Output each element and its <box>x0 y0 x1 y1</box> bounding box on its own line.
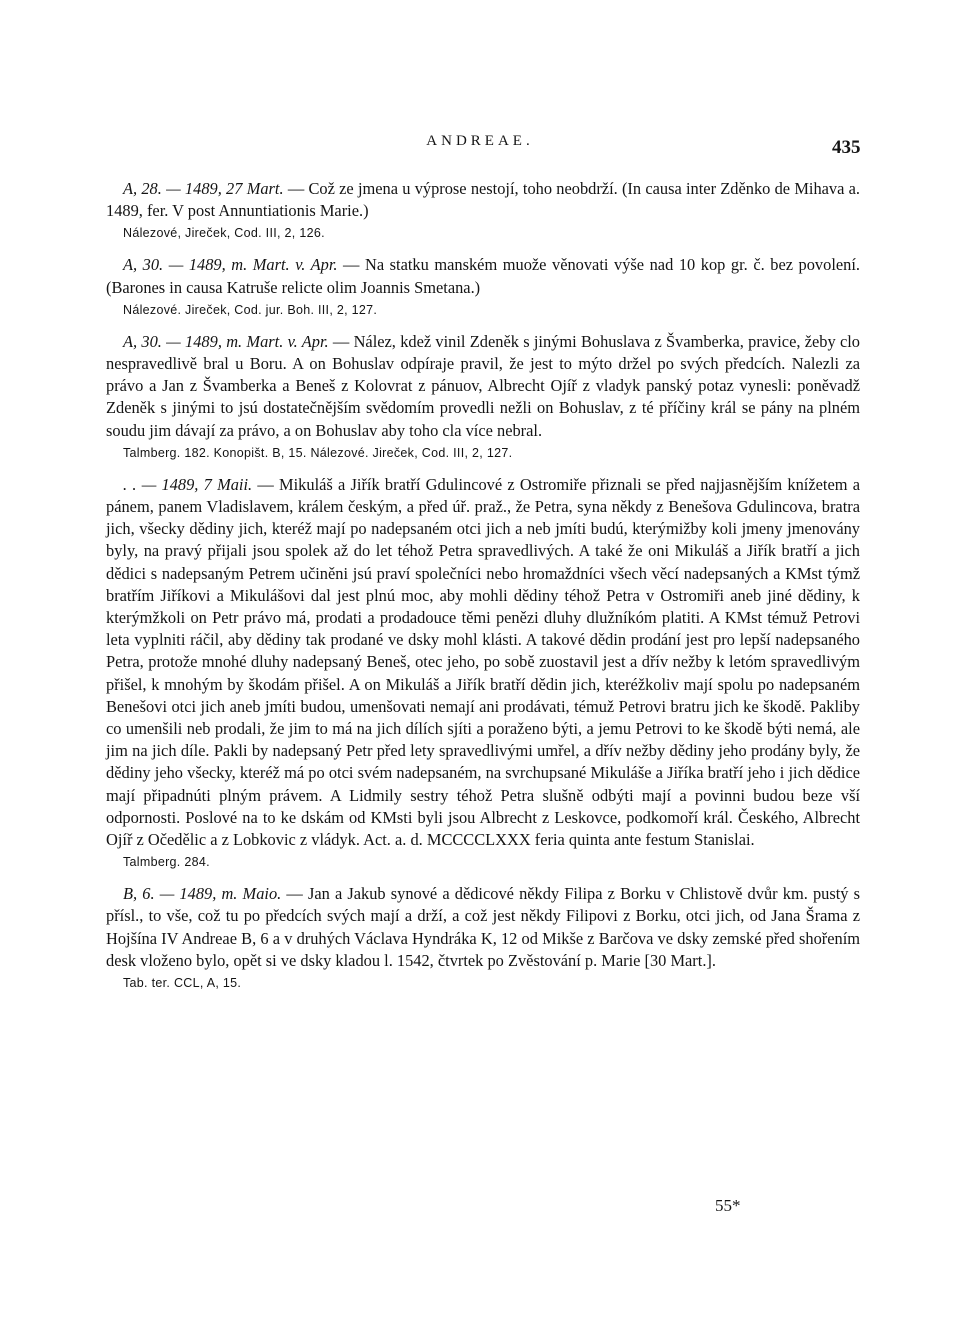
entry <box>106 474 860 869</box>
running-header <box>0 133 960 161</box>
entry-text: — Mikuláš a Jiřík bratří Gdulincové z Ostromiře přiznali se před najjasnějším knížetem a pánem, panem Vladislavem, králem českým, a před úř. praž., že Petra, syna někdy z Benešova Gdulincova, bratra jich, všecky dědiny jich, kteréž mají po nadepsaném otci jich a neb jmíti budú, kterýmižby koli jmeny jmenovány byly, na pravý přijali jsou spolek až do let téhož Petra spravedlivých. A také že oni Mikuláš a Jiřík bratří a jich dědici s nadepsaným Petrem učiněni jsú praví společníci nebo hromaždníci všech věcí nadepsaných a KMst týmž bratřím Jiříkovi a Mikulášovi dal jest plnú moc, aby mohli dědiny téhož Petra v Ostromiři aneb jiné dědiny, k kterýmžkoli on Petr právo má, prodati a prodadouce těmi penězi dluhy dlužníkóm platiti. A KMst témuž Petrovi leta vyplniti ráčil, aby dědiny tak prodané ve dsky mohl klásti. A takové dědin prodání jest pro lepší nadepsaného Petra, protože mnohé dluhy nadepsaný Beneš, otec jeho, po sobě zuostavil jest a dřív nežby k letóm spravedlivým přišel, k mnohým by škodám přišel. A on Mikuláš a Jiřík bratří dědin jich, kteréžkoliv mají spolu po nadepsaném Benešovi otci jich aneb jmíti budou, umenšovati nemají ani prodávati, témuž Petrovi bratru jich ke škodě. Pakliby co umenšili neb prodali, že jim to má na jich dílích sjíti a poraženo býti, a jemu Petrovi to ke škodě býti nemá, ale jim na jich díle. Pakli by nadepsaný Petr před lety spravedlivými umřel, a dřív nežby dědiny jeho prodány byly, že dědiny jeho všecky, kteréž má po otci svém nadepsaném, na svrchupsané Mikuláše a Jiříka bratří jeho i jich dědice mají připadnúti plným právem. A Lidmily sestry téhož Petra slušně odbýti mají a povinni budou beze vší odpornosti. Poslové na to ke dskám od KMsti byli jsou Albrecht z Leskovce, podkomoří král. Českého, Albrecht Ojíř z Očedělic a z Lobkovic z vládyk. Act. a. d. MCCCCLXXX feria quinta ante festum Stanislai. <box>106 474 860 850</box>
entry-date: A, 28. — 1489, 27 Mart. <box>123 179 284 198</box>
entry-text: — Na statku manském muože věnovati výše nad 10 kop gr. č. bez povolení. (Barones in causa Katruše relicte olim Joannis Smetana.) <box>106 255 861 297</box>
running-title: ANDREAE. <box>426 133 534 149</box>
entry-text: — Nález, kdež vinil Zdeněk s jinými Bohuslava z Švamberka, pravice, žeby clo nespravedlivě bral u Boru. A on Bohuslav odpíraje pravil, že jest to mýto držel po svých předcích. Nalezli za právo a Jan z Švamberka a Beneš z Kolovrat z pánuov, Albrecht Ojíř z vladyk panský potaz vynesli: poněvadž Zdeněk s jinými to jsú dostatečnějším svědomím provedli nežli on Bohuslav, z té příčiny král se pány na plném soudu jim dávají za právo, a on Bohuslav aby toho cla více nebral. <box>106 331 860 440</box>
entry-date: B, 6. — 1489, m. Maio. <box>123 884 282 904</box>
entry-paragraph <box>106 474 860 851</box>
entry-source: Nálezové, Jireček, Cod. III, 2, 126. <box>123 226 325 241</box>
entry <box>106 178 860 240</box>
entry-text: — Jan a Jakub synové a dědicové někdy Filipa z Borku v Chlistově dvůr km. pustý s přísl., to vše, což tu po předcích svých mají a drží, a což jest někdy Filipovi z Borku, otci jich, od Jana Šrama z Hojšína IV Andreae B, 6 a v druhých Václava Hyndráka K, 12 od Mikše z Barčova ve dsky zemské před shořením desk vloženo bylo, opět si ve dsky kladou l. 1542, čtvrtek po Zvěstování p. Marie [30 Mart.]. <box>106 884 860 970</box>
signature-mark: 55* <box>715 1196 741 1215</box>
entry-source: Nálezové. Jireček, Cod. jur. Boh. III, 2, 127. <box>123 302 378 317</box>
entry-source: Tab. ter. CCL, A, 15. <box>123 976 242 991</box>
entry-date: A, 30. — 1489, m. Mart. v. Apr. <box>123 331 329 351</box>
entry-source: Talmberg. 182. Konopišt. B, 15. Nálezové. Jireček, Cod. III, 2, 127. <box>123 445 513 460</box>
entry-source: Talmberg. 284. <box>123 855 210 870</box>
entry-text: — Což ze jmena u výprose nestojí, toho neobdrží. (In causa inter Zděnko de Mihava a. 1489, fer. V post Annuntiationis Marie.) <box>106 179 861 221</box>
entry-paragraph <box>106 331 860 442</box>
entry <box>106 331 860 460</box>
text-body <box>106 178 860 1004</box>
entry-date: A, 30. — 1489, m. Mart. v. Apr. <box>123 255 338 275</box>
entry <box>106 254 860 316</box>
entry-paragraph <box>106 883 860 972</box>
entry-date: . . — 1489, 7 Maii. <box>123 474 253 494</box>
entry <box>106 883 860 990</box>
entry-paragraph <box>106 178 860 222</box>
page-number: 435 <box>832 137 861 158</box>
entry-paragraph <box>106 254 860 298</box>
